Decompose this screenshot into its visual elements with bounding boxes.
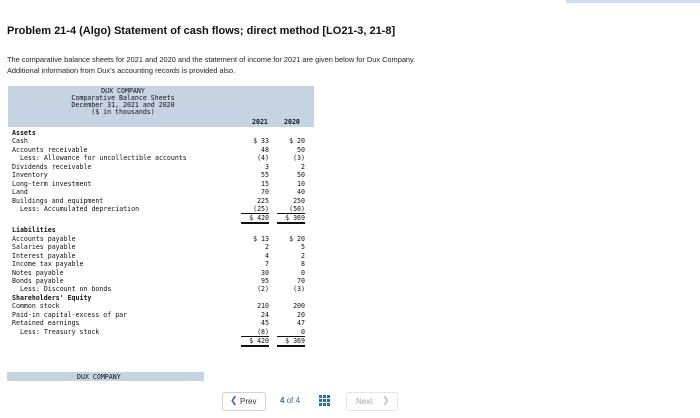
value-2021: (2): [257, 285, 269, 294]
row-label: Retained earnings: [12, 319, 80, 328]
value-2020: 50: [297, 145, 305, 154]
value-2021: (25): [241, 205, 269, 214]
table-row: [8, 269, 314, 277]
row-label: Land: [12, 188, 28, 197]
next-label: Next: [356, 397, 373, 406]
value-2021: 7: [265, 260, 269, 269]
table-row: [8, 197, 314, 205]
value-2021: 210: [257, 302, 269, 311]
page-indicator: [280, 396, 300, 405]
next-table-header: [7, 372, 204, 381]
value-2020: 40: [297, 188, 305, 197]
row-label: Accounts payable: [12, 234, 76, 243]
intro-line: The comparative balance sheets for 2021 and 2020 and the statement of income for 2021 are given below for Dux Company.: [7, 55, 416, 64]
value-2021: 30: [261, 268, 269, 277]
row-label: Interest payable: [12, 251, 76, 260]
table-row: [8, 171, 314, 179]
value-2020: $ 20: [289, 234, 305, 243]
row-label: Accounts receivable: [12, 145, 88, 154]
table-row: [8, 205, 314, 213]
table-row: [8, 137, 314, 145]
row-label: Salaries payable: [12, 243, 76, 252]
table-row: [8, 243, 314, 251]
row-label: Buildings and equipment: [12, 196, 104, 205]
table-row: [8, 129, 314, 137]
prev-label: Prev: [240, 397, 257, 406]
value-2021: 4: [265, 251, 269, 260]
row-label: Less: Treasury stock: [20, 327, 100, 336]
next-button[interactable]: [346, 392, 398, 411]
value-2021: (4): [257, 154, 269, 163]
table-row: [8, 319, 314, 327]
value-2021: 225: [257, 196, 269, 205]
intro-line: Additional information from Dux's accounting records is provided also.: [7, 66, 236, 75]
row-label: Less: Allowance for uncollectible accounts: [20, 154, 187, 163]
row-label: Common stock: [12, 302, 60, 311]
table-row: [8, 252, 314, 260]
table-row: [8, 311, 314, 319]
page-of-label: of: [286, 396, 294, 405]
value-2021: $ 420: [241, 213, 269, 224]
row-label: Bonds payable: [12, 277, 64, 285]
value-2020: 2: [301, 251, 305, 260]
balance-sheet-header: [8, 86, 314, 127]
value-2020: (3): [293, 285, 305, 294]
table-row: [8, 222, 314, 235]
value-2020: $ 369: [277, 336, 305, 347]
table-row: [8, 146, 314, 154]
table-row: [8, 154, 314, 162]
row-label: Notes payable: [12, 268, 64, 277]
value-2020: 50: [297, 171, 305, 180]
value-2020: $ 369: [277, 213, 305, 224]
table-row: [8, 180, 314, 188]
value-2021: 15: [261, 179, 269, 188]
total-pages: 4: [295, 396, 301, 405]
problem-intro: [7, 54, 607, 76]
table-row: [8, 328, 314, 336]
table-row: [8, 302, 314, 310]
value-2021: $ 13: [253, 234, 269, 243]
pagination: [222, 392, 404, 411]
value-2020: 0: [301, 268, 305, 277]
current-page: 4: [280, 396, 285, 405]
section-heading: Liabilities: [12, 226, 56, 235]
table-row: [8, 188, 314, 196]
row-label: Less: Discount on bonds: [20, 285, 112, 294]
next-table-company: DUX COMPANY: [77, 373, 121, 381]
row-label: Long-term investment: [12, 179, 92, 188]
table-row: [8, 260, 314, 268]
value-2020: 8: [301, 260, 305, 269]
value-2020: (50): [277, 205, 305, 214]
row-label: Paid-in capital-excess of par: [12, 310, 128, 319]
value-2021: 24: [261, 310, 269, 319]
prev-button[interactable]: [222, 392, 266, 411]
balance-sheet-table: [8, 86, 314, 348]
value-2021: 70: [261, 188, 269, 197]
value-2020: 0: [277, 328, 305, 337]
row-label: Income tax payable: [12, 260, 84, 269]
section-heading: Shareholders' Equity: [12, 293, 92, 302]
value-2021: (8): [241, 328, 269, 337]
value-2020: 2: [301, 162, 305, 171]
value-2020: 5: [301, 243, 305, 252]
grid-icon[interactable]: [319, 395, 330, 406]
value-2021: 3: [265, 162, 269, 171]
value-2021: 45: [261, 319, 269, 328]
value-2021: 95: [261, 277, 269, 285]
value-2020: 20: [297, 310, 305, 319]
company-name: DUX COMPANY: [101, 87, 145, 95]
total-row: [8, 213, 314, 221]
value-2020: 47: [297, 319, 305, 328]
value-2020: 200: [293, 302, 305, 311]
table-row: [8, 294, 314, 302]
year-column-2020: 2020: [284, 118, 300, 126]
value-2020: 70: [297, 277, 305, 285]
section-heading: Assets: [12, 129, 36, 137]
balance-sheet-rows: [8, 129, 314, 345]
value-2021: $ 33: [253, 137, 269, 146]
value-2021: 2: [265, 243, 269, 252]
value-2021: 55: [261, 171, 269, 180]
value-2020: 250: [293, 196, 305, 205]
chevron-left-icon: ❮: [230, 395, 238, 405]
top-progress-strip: [566, 0, 700, 3]
value-2021: 48: [261, 145, 269, 154]
chevron-right-icon: ❯: [382, 395, 390, 405]
value-2020: (3): [293, 154, 305, 163]
row-label: Inventory: [12, 171, 48, 180]
value-2020: $ 20: [289, 137, 305, 146]
value-2021: $ 420: [241, 336, 269, 347]
year-column-2021: 2021: [252, 118, 268, 126]
problem-title: Problem 21-4 (Algo) Statement of cash flows; direct method [LO21-3, 21-8]: [7, 25, 396, 37]
value-2020: 10: [297, 179, 305, 188]
row-label: Dividends receivable: [12, 162, 92, 171]
statement-units: ($ in thousands): [91, 108, 155, 116]
statement-title: Comparative Balance Sheets: [71, 94, 175, 102]
table-row: [8, 235, 314, 243]
row-label: Cash: [12, 137, 28, 146]
row-label: Less: Accumulated depreciation: [20, 204, 140, 213]
total-row: [8, 336, 314, 344]
table-row: [8, 163, 314, 171]
statement-dates: December 31, 2021 and 2020: [71, 101, 175, 109]
table-row: [8, 285, 314, 293]
table-row: [8, 277, 314, 285]
